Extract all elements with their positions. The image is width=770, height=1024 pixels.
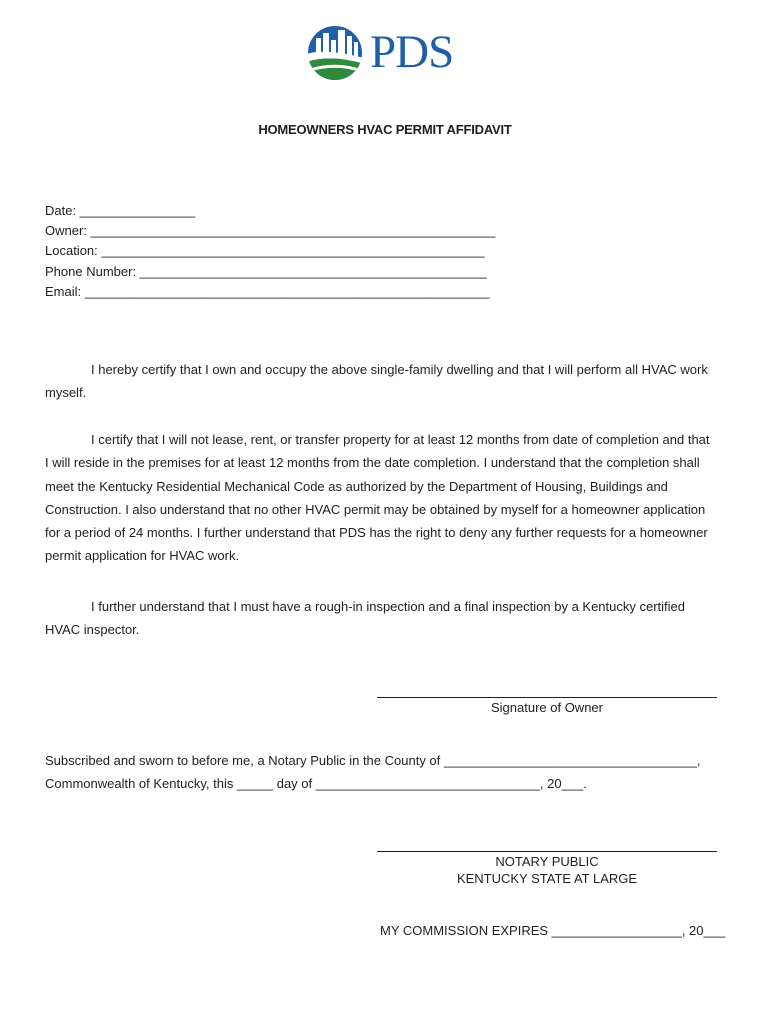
phone-field[interactable]: Phone Number: ________________________________________________: [45, 264, 487, 279]
pds-emblem-icon: [306, 24, 364, 82]
paragraph-1-text: I hereby certify that I own and occupy the above single-family dwelling and that I will perform all HVAC work myself.: [45, 362, 708, 401]
document-title: HOMEOWNERS HVAC PERMIT AFFIDAVIT: [258, 122, 512, 137]
notary-signature-line[interactable]: [377, 851, 717, 852]
paragraph-2-text: I certify that I will not lease, rent, or transfer property for at least 12 months from date of completion and that I will reside in the premises for at least 12 months from the date completion. I understand that the completion shall meet the Kentucky Residential Mechanical Code as authorized by the Department of Housing, Buildings and Construction. I also understand that no other HVAC permit may be obtained by myself for a homeowner application for a period of 24 months. I further understand that PDS has the right to deny any further requests for a homeowner permit application for HVAC work.: [45, 432, 710, 564]
notary-statement-line-1: Subscribed and sworn to before me, a Notary Public in the County of ___________________________________,: [45, 753, 701, 768]
owner-signature-line[interactable]: [377, 697, 717, 698]
paragraph-1: [45, 358, 713, 405]
notary-public-label: NOTARY PUBLIC: [495, 854, 599, 869]
paragraph-3-text: I further understand that I must have a rough-in inspection and a final inspection by a Kentucky certified HVAC inspector.: [45, 599, 686, 638]
date-field[interactable]: Date: ________________: [45, 203, 196, 218]
owner-field[interactable]: Owner: ________________________________________________________: [45, 223, 496, 238]
paragraph-2: [45, 428, 713, 568]
pds-logo: [306, 24, 466, 84]
commission-expires-line: MY COMMISSION EXPIRES __________________, 20___: [380, 923, 726, 938]
kentucky-state-label: KENTUCKY STATE AT LARGE: [456, 871, 638, 886]
email-field[interactable]: Email: ________________________________________________________: [45, 284, 490, 299]
signature-label: Signature of Owner: [490, 700, 603, 715]
notary-statement-line-2: Commonwealth of Kentucky, this _____ day of _______________________________, 20___.: [45, 776, 587, 791]
location-field[interactable]: Location: _____________________________________________________: [45, 243, 485, 258]
paragraph-3: [45, 595, 713, 642]
logo-text: PDS: [370, 26, 454, 78]
